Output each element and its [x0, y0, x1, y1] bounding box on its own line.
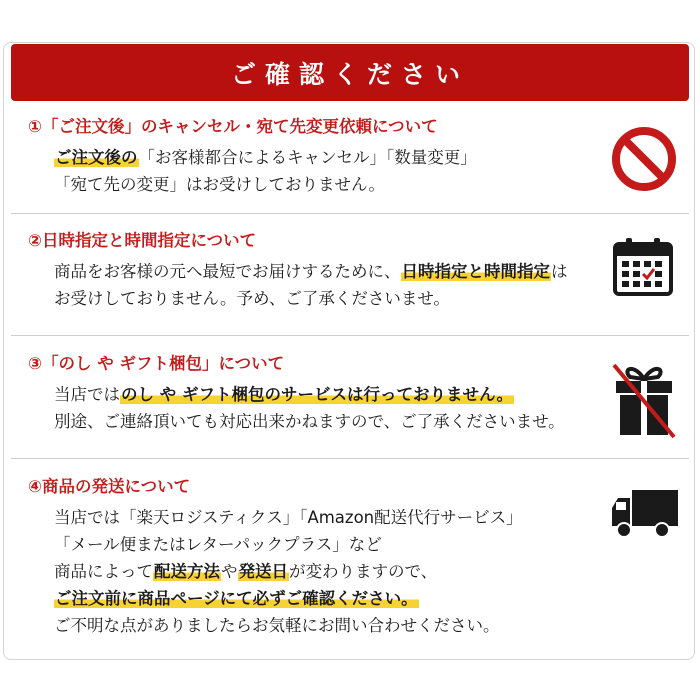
section-heading: ②日時指定と時間指定について	[28, 231, 257, 250]
section-heading: ③「のし や ギフト梱包」について	[28, 354, 285, 373]
section-delivery-time	[16, 230, 682, 312]
section-divider	[11, 335, 689, 336]
section-body-line: 「メール便またはレターパックプラス」など	[54, 535, 382, 554]
section-body-line: 「宛て先の変更」はお受けしておりません。	[54, 175, 385, 194]
body-text: や	[221, 562, 238, 581]
highlight-text: ご注文後の	[55, 148, 138, 167]
section-body-line	[54, 144, 682, 171]
body-text: 当店では	[54, 385, 120, 404]
prohibited-icon	[610, 125, 678, 193]
section-divider	[11, 213, 689, 214]
section-body-line: 当店では「楽天ロジスティクス」「Amazon配送代行サービス」	[54, 508, 523, 527]
highlight-text: 発送日	[238, 562, 288, 581]
highlight-text: ご注文前に商品ページにて必ずご確認ください。	[55, 589, 418, 608]
section-body-line: ご不明な点がありましたらお気軽にお問い合わせください。	[54, 616, 500, 635]
section-body-line	[54, 258, 682, 285]
body-text: は	[551, 262, 568, 281]
section-body-line	[54, 558, 682, 585]
notice-banner	[11, 44, 689, 101]
section-gift-wrap	[16, 353, 682, 435]
section-body-line: 別途、ご連絡頂いても対応出来かねますので、ご了承くださいませ。	[54, 412, 565, 431]
highlight-text: のし や ギフト梱包のサービスは行っておりません。	[121, 385, 513, 404]
body-text: 商品をお客様の元へ最短でお届けするために、	[54, 262, 401, 281]
highlight-text: 日時指定と時間指定	[401, 262, 550, 281]
section-heading: ①「ご注文後」のキャンセル・宛て先変更依頼について	[28, 117, 438, 136]
no-gift-icon	[612, 361, 676, 439]
delivery-truck-icon	[610, 488, 680, 540]
section-body-line	[54, 585, 682, 612]
body-text: 商品によって	[54, 562, 153, 581]
highlight-text: 配送方法	[154, 562, 220, 581]
banner-title: ご確認ください	[230, 59, 469, 89]
section-shipping	[16, 476, 682, 639]
section-divider	[11, 458, 689, 459]
section-heading: ④商品の発送について	[28, 477, 191, 496]
body-text: 「お客様都合によるキャンセル」「数量変更」	[138, 148, 477, 167]
body-text: が変わりますので、	[289, 562, 438, 581]
section-body-line: お受けしておりません。予め、ご了承くださいませ。	[54, 289, 450, 308]
section-body-line	[54, 381, 682, 408]
section-cancellation	[16, 116, 682, 198]
calendar-icon	[612, 236, 674, 298]
